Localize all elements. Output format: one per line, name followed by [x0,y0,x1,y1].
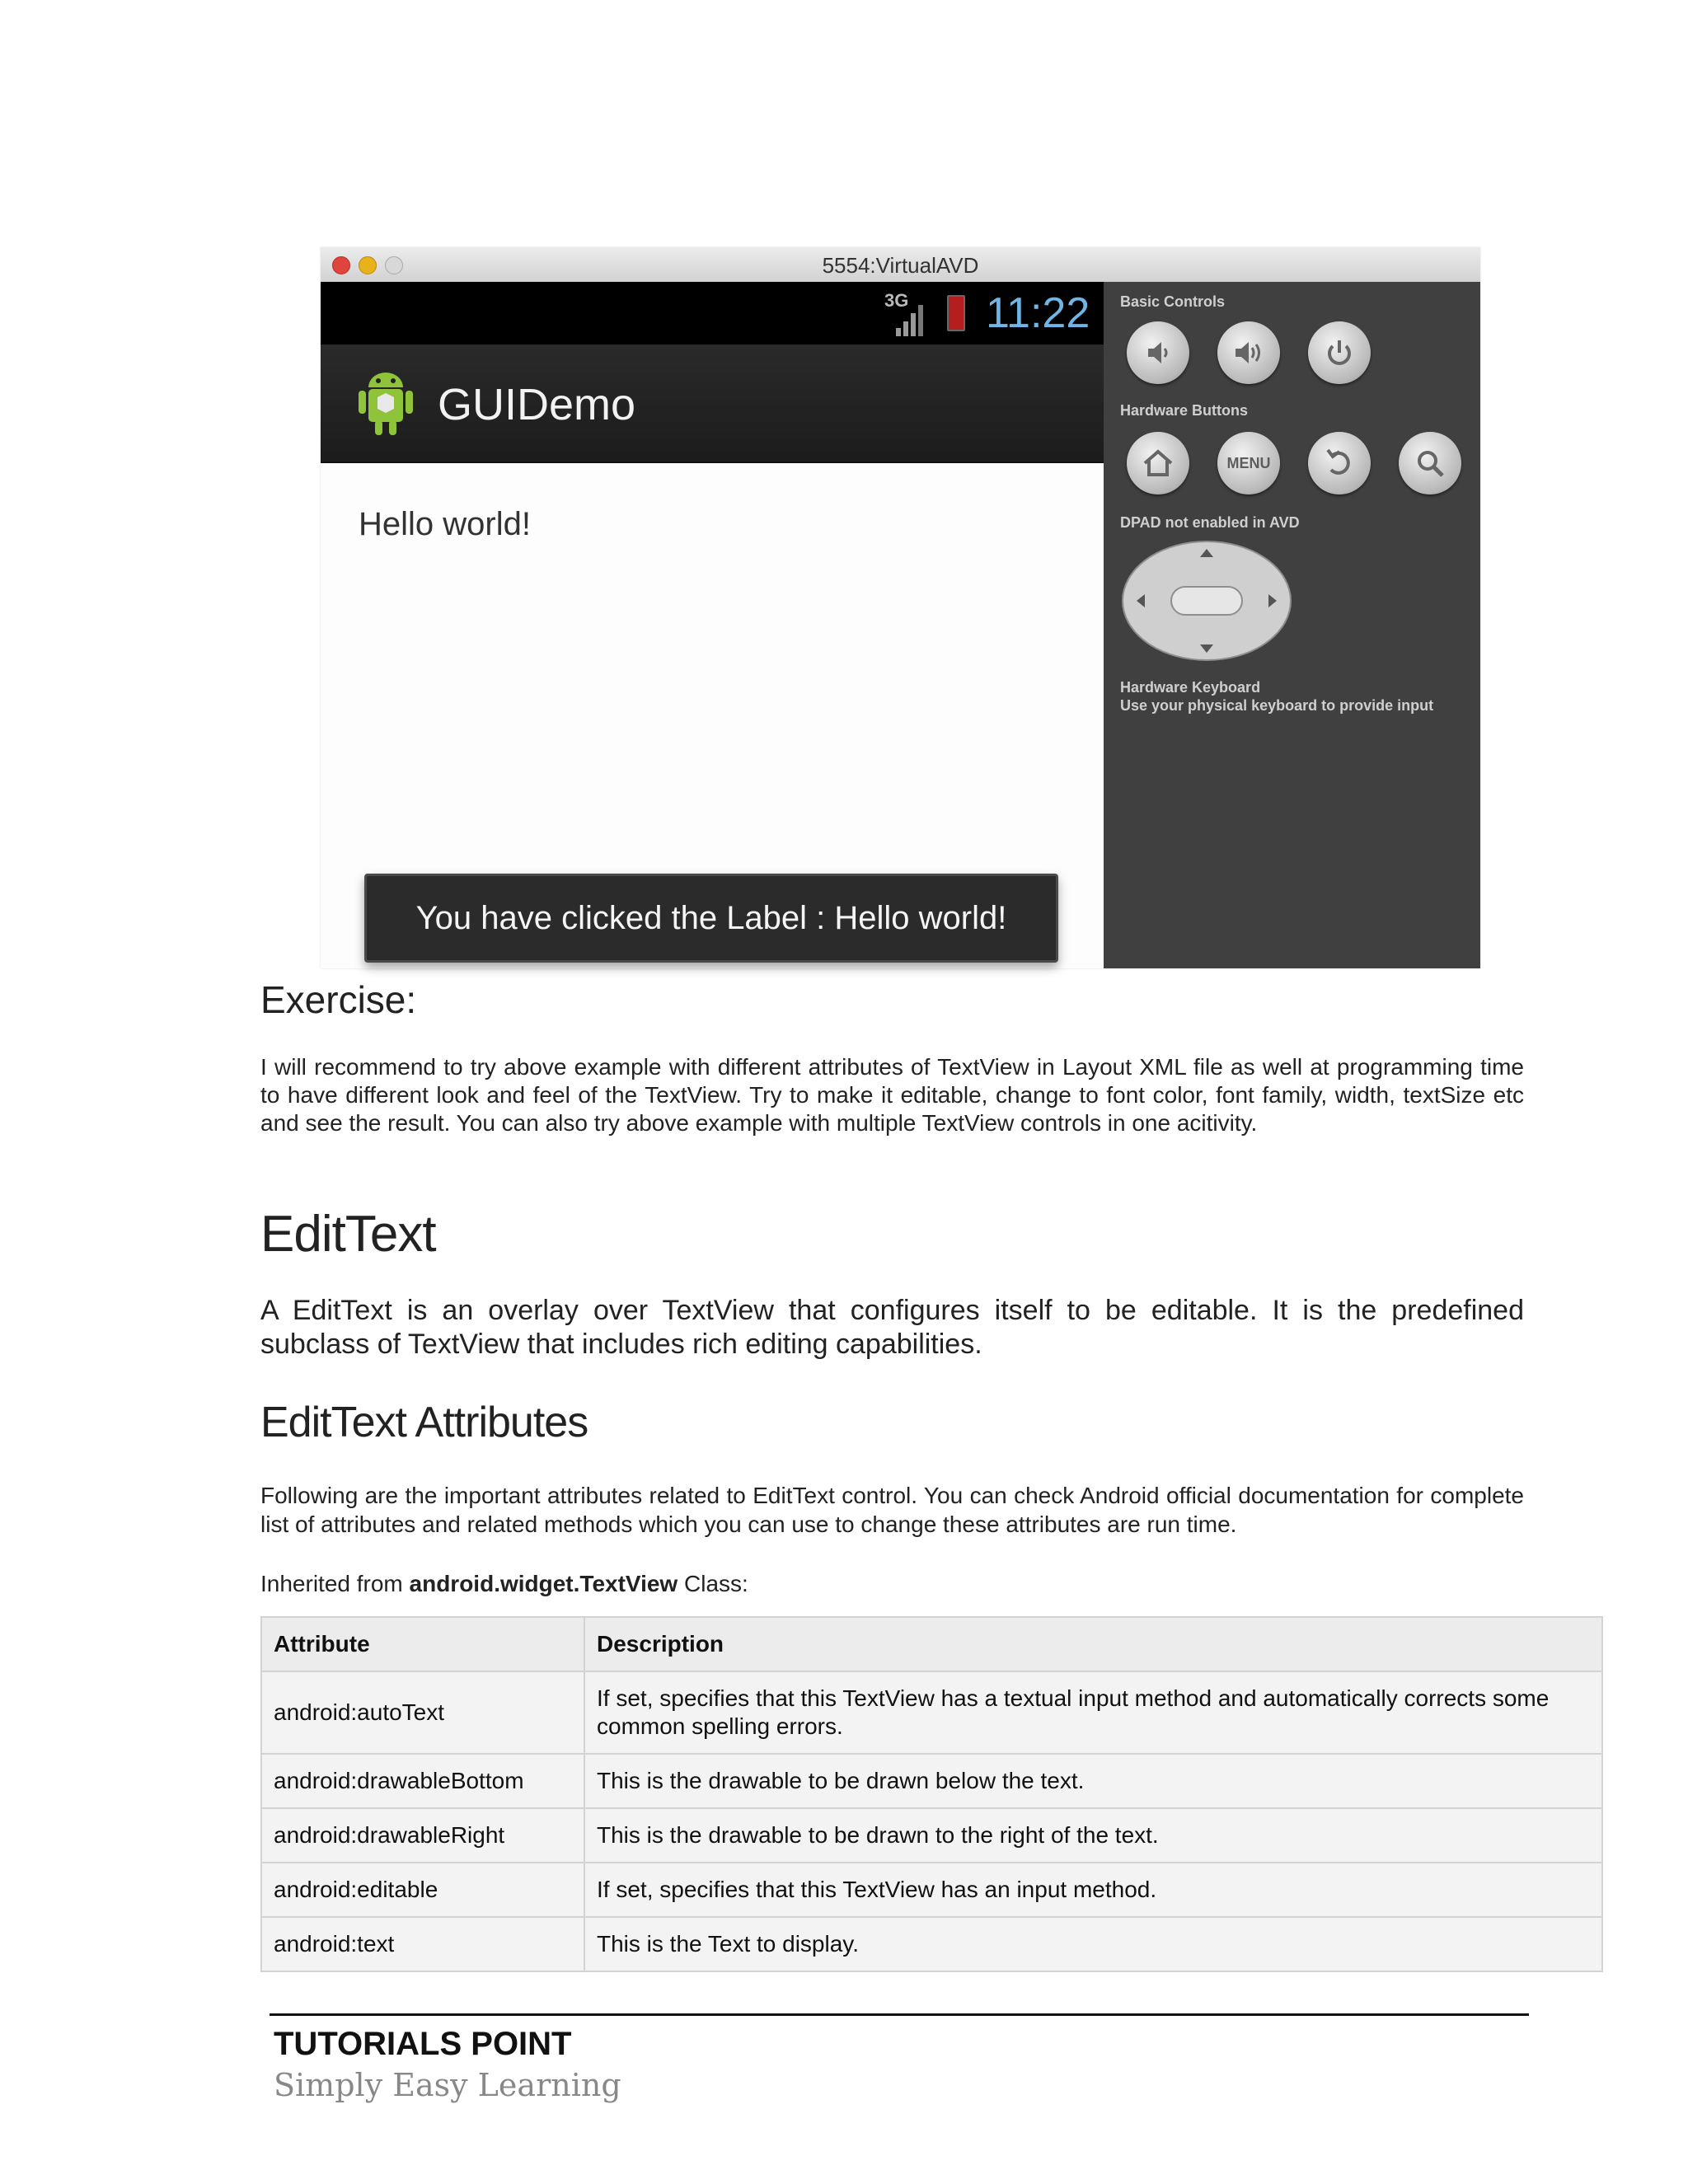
footer-divider [270,2013,1529,2016]
attribute-name: android:text [261,1917,584,1971]
inherited-prefix: Inherited from [260,1571,410,1596]
edittext-heading: EditText [260,1206,436,1263]
attribute-description: This is the drawable to be drawn to the right of the text. [584,1808,1602,1863]
table-row [261,1754,1602,1808]
attribute-name: android:autoText [261,1671,584,1754]
attribute-description: This is the drawable to be drawn below the text. [584,1754,1602,1808]
volume-up-button[interactable] [1217,321,1280,384]
menu-button-label: MENU [1226,454,1271,471]
search-button[interactable] [1399,432,1461,494]
hardware-keyboard-label: Hardware Keyboard [1120,679,1261,696]
search-icon [1412,445,1448,481]
back-arrow-icon [1321,445,1357,481]
android-app-icon [357,369,415,438]
hello-world-label[interactable]: Hello world! [359,506,531,542]
inherited-suffix: Class: [678,1571,748,1596]
column-header-description: Description [584,1617,1602,1671]
basic-controls-label: Basic Controls [1120,293,1226,310]
attributes-paragraph: Following are the important attributes related to EditText control. You can check Android official documentation for complete list of attributes and related methods which you can use to change these attributes are run time. [260,1483,1524,1537]
attribute-description: This is the Text to display. [584,1917,1602,1971]
footer-brand: TUTORIALS POINT [274,2026,572,2062]
signal-icon [896,303,924,336]
network-type: 3G [884,290,909,311]
hardware-buttons-label: Hardware Buttons [1120,402,1249,419]
toast-message: You have clicked the Label : Hello world! [364,874,1058,963]
footer-tagline: Simply Easy Learning [274,2067,621,2103]
table-row [261,1917,1602,1971]
inherited-from-line [260,1571,748,1597]
emulator-controls-panel [1104,282,1480,968]
phone-screen [321,282,1104,968]
emulator-window-title: 5554:VirtualAVD [822,253,979,278]
back-button[interactable] [1308,432,1371,494]
hardware-keyboard-hint: Use your physical keyboard to provide input [1120,697,1434,714]
column-header-attribute: Attribute [261,1617,584,1671]
status-time: 11:22 [986,289,1090,337]
table-row [261,1808,1602,1863]
attribute-description: If set, specifies that this TextView has an input method. [584,1863,1602,1917]
edittext-paragraph: A EditText is an overlay over TextView that configures itself to be editable. It is the predefined subclass of TextView that includes rich editing capabilities. [260,1295,1524,1360]
battery-icon [947,295,965,331]
exercise-paragraph: I will recommend to try above example with different attributes of TextView in Layout XML file as well at programming time to have different look and feel of the TextView. Try to make it editable, change to font color, font family, width, textSize etc and see the result. You can also try above example with multiple TextView controls in one acitivity. [260,1054,1524,1136]
action-bar [321,344,1104,463]
emulator-titlebar [321,247,1480,283]
status-bar [321,282,1104,344]
home-icon [1140,445,1176,481]
dpad-control[interactable] [1120,539,1293,663]
table-row [261,1671,1602,1754]
exercise-heading: Exercise: [260,978,417,1021]
dpad-label: DPAD not enabled in AVD [1120,514,1300,531]
attribute-description: If set, specifies that this TextView has a textual input method and automatically corrects some common spelling errors. [584,1671,1602,1754]
attribute-name: android:drawableBottom [261,1754,584,1808]
inherited-class: android.widget.TextView [409,1571,678,1596]
attribute-name: android:editable [261,1863,584,1917]
power-icon [1321,335,1357,371]
volume-down-button[interactable] [1127,321,1189,384]
edittext-attributes-heading: EditText Attributes [260,1399,588,1446]
app-title: GUIDemo [438,380,636,429]
table-row [261,1863,1602,1917]
emulator-screenshot [321,247,1480,968]
volume-down-icon [1140,335,1176,371]
table-header-row [261,1617,1602,1671]
home-button[interactable] [1127,432,1189,494]
attribute-name: android:drawableRight [261,1808,584,1863]
volume-up-icon [1231,335,1267,371]
attributes-table [260,1616,1603,1972]
menu-button[interactable] [1217,432,1280,494]
power-button[interactable] [1308,321,1371,384]
